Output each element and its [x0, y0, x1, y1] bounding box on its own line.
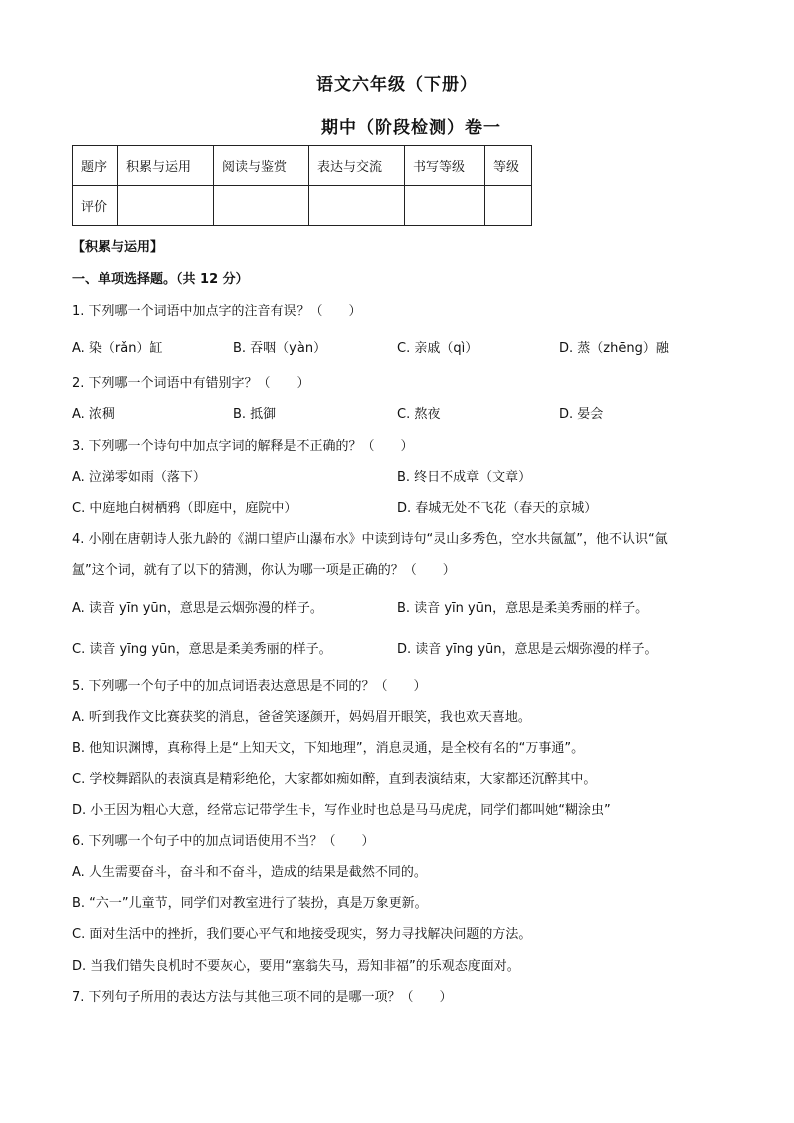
page-title: 语文六年级（下册） — [316, 75, 478, 95]
question-5-option-b: B. 他知识渊博，真称得上是“上知天文，下知地理”，消息灵通，是全校有名的“万事通”。 — [72, 741, 585, 756]
table-cell — [118, 186, 214, 226]
question-5-stem: 5. 下列哪一个句子中的加点词语表达意思是不同的？（ ） — [72, 679, 427, 694]
table-header-cell: 题序 — [73, 146, 118, 186]
question-4-option-d: D. 读音 yīng yūn，意思是云烟弥漫的样子。 — [397, 642, 658, 657]
question-3-stem: 3. 下列哪一个诗句中加点字词的解释是不正确的？（ ） — [72, 439, 414, 454]
question-1-option-c: C. 亲戚（qì） — [397, 341, 479, 356]
question-4-option-b: B. 读音 yīn yūn，意思是柔美秀丽的样子。 — [397, 601, 649, 616]
table-cell — [485, 186, 532, 226]
question-2-option-a: A. 浓稠 — [72, 407, 115, 422]
question-6-option-b: B. “六一”儿童节，同学们对教室进行了装扮，真是万象更新。 — [72, 896, 428, 911]
question-2-option-b: B. 抵御 — [233, 407, 277, 422]
page-subtitle: 期中（阶段检测）卷一 — [321, 118, 501, 138]
table-row — [73, 186, 532, 226]
question-1-option-d: D. 蒸（zhēng）融 — [559, 341, 669, 356]
question-3-option-c: C. 中庭地白树栖鸦（即庭中，庭院中） — [72, 501, 298, 516]
table-cell — [214, 186, 309, 226]
question-4-stem-line-2: 氲”这个词，就有了以下的猜测，你认为哪一项是正确的？（ ） — [72, 563, 456, 578]
question-4-option-c: C. 读音 yīng yūn，意思是柔美秀丽的样子。 — [72, 642, 332, 657]
question-4-stem-line-1: 4. 小刚在唐朝诗人张九龄的《湖口望庐山瀑布水》中读到诗句“灵山多秀色，空水共氤氲”，他不认识“氤 — [72, 532, 668, 547]
question-5-option-c: C. 学校舞蹈队的表演真是精彩绝伦，大家都如痴如醉，直到表演结束，大家都还沉醉其中。 — [72, 772, 597, 787]
question-5-option-a: A. 听到我作文比赛获奖的消息，爸爸笑逐颜开，妈妈眉开眼笑，我也欢天喜地。 — [72, 710, 531, 725]
question-5-option-d: D. 小王因为粗心大意，经常忘记带学生卡，写作业时也总是马马虎虎，同学们都叫她“糊涂虫” — [72, 803, 611, 818]
table-row-label: 评价 — [73, 186, 118, 226]
question-6-option-d: D. 当我们错失良机时不要灰心，要用“塞翁失马，焉知非福”的乐观态度面对。 — [72, 959, 520, 974]
question-3-option-a: A. 泣涕零如雨（落下） — [72, 470, 206, 485]
question-2-option-c: C. 熬夜 — [397, 407, 441, 422]
table-header-cell: 书写等级 — [405, 146, 485, 186]
question-2-stem: 2. 下列哪一个词语中有错别字？（ ） — [72, 376, 310, 391]
part-title: 一、单项选择题。（共 12 分） — [72, 272, 249, 287]
table-cell — [405, 186, 485, 226]
question-3-option-b: B. 终日不成章（文章） — [397, 470, 532, 485]
table-header-cell: 阅读与鉴赏 — [214, 146, 309, 186]
question-4-option-a: A. 读音 yīn yūn，意思是云烟弥漫的样子。 — [72, 601, 323, 616]
table-header-cell: 积累与运用 — [118, 146, 214, 186]
question-3-option-d: D. 春城无处不飞花（春天的京城） — [397, 501, 598, 516]
question-1-stem: 1. 下列哪一个词语中加点字的注音有误？（ ） — [72, 304, 362, 319]
table-header-cell: 等级 — [485, 146, 532, 186]
question-6-option-a: A. 人生需要奋斗，奋斗和不奋斗，造成的结果是截然不同的。 — [72, 865, 427, 880]
question-6-stem: 6. 下列哪一个句子中的加点词语使用不当？（ ） — [72, 834, 375, 849]
question-1-option-a: A. 染（rǎn）缸 — [72, 341, 163, 356]
question-7-stem: 7. 下列句子所用的表达方法与其他三项不同的是哪一项？（ ） — [72, 990, 453, 1005]
table-header-cell: 表达与交流 — [309, 146, 405, 186]
question-6-option-c: C. 面对生活中的挫折，我们要心平气和地接受现实，努力寻找解决问题的方法。 — [72, 927, 532, 942]
table-header-row — [73, 146, 532, 186]
section-heading: 【积累与运用】 — [72, 240, 164, 255]
question-2-option-d: D. 晏会 — [559, 407, 604, 422]
table-cell — [309, 186, 405, 226]
question-1-option-b: B. 吞咽（yàn） — [233, 341, 327, 356]
score-table — [72, 145, 532, 226]
